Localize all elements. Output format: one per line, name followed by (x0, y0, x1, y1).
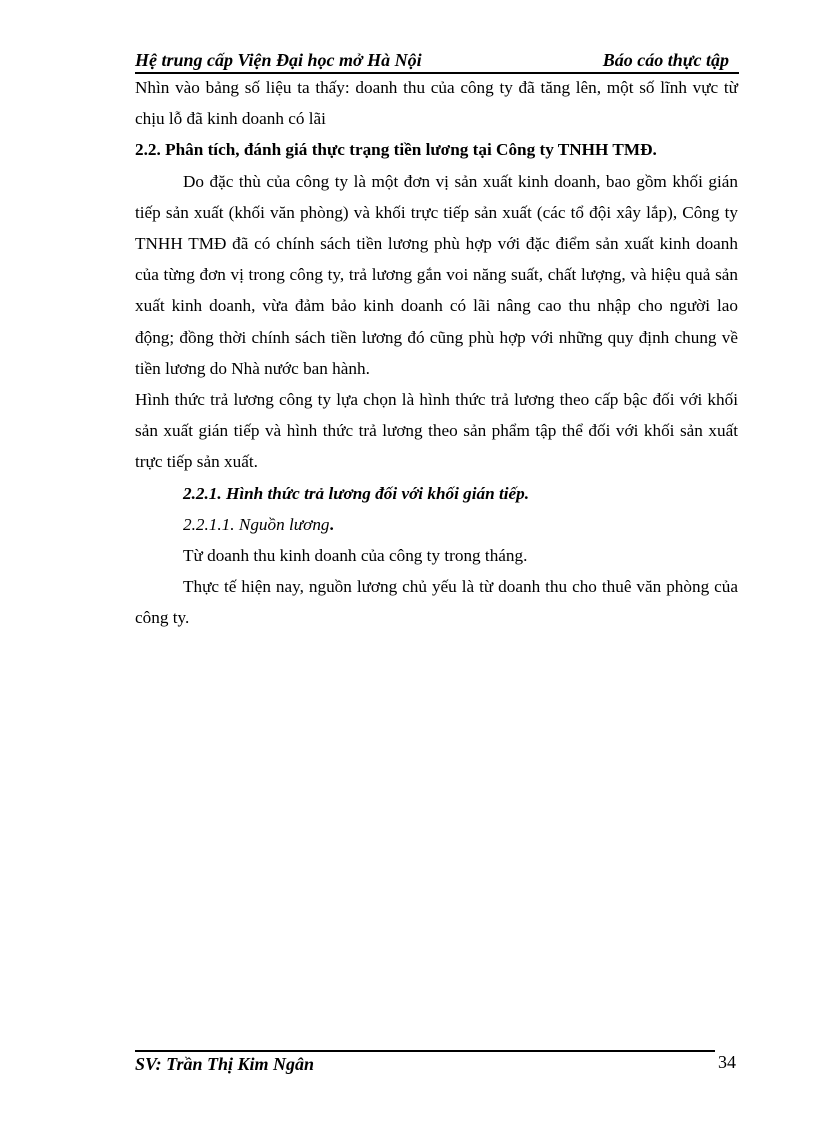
paragraph-salary-source: Từ doanh thu kinh doanh của công ty trong tháng. (183, 546, 528, 566)
footer-author: SV: Trần Thị Kim Ngân (135, 1054, 315, 1074)
paragraph-payment-forms: Hình thức trả lương công ty lựa chọn là hình thức trả lương theo cấp bậc đối với khối sản xuất gián tiếp và hình thức trả lương theo sản phẩm tập thể đối với khối sản xuất trực tiếp sản xuất. (135, 390, 738, 472)
page-number: 34 (718, 1052, 736, 1072)
footer-divider (135, 1050, 715, 1052)
subsection-heading: 2.2.1. Hình thức trả lương đối với khối gián tiếp. (183, 483, 530, 503)
subsubsection-heading (135, 509, 738, 540)
header-report-type: Báo cáo thực tập (602, 50, 729, 70)
subsubsection-heading-dot: . (329, 514, 334, 534)
section-heading: 2.2. Phân tích, đánh giá thực trạng tiền lương tại Công ty TNHH TMĐ. (135, 140, 657, 160)
paragraph-current-situation: Thực tế hiện nay, nguồn lương chủ yếu là từ doanh thu cho thuê văn phòng của công ty. (135, 577, 738, 628)
paragraph-revenue-summary: Nhìn vào bảng số liệu ta thấy: doanh thu của công ty đã tăng lên, một số lĩnh vực từ chịu lỗ đã kinh doanh có lãi (135, 78, 738, 129)
body-text (135, 72, 738, 634)
page-header (135, 48, 739, 74)
subsubsection-heading-text: 2.2.1.1. Nguồn lương (183, 514, 330, 534)
header-institution: Hệ trung cấp Viện Đại học mở Hà Nội (135, 50, 422, 70)
paragraph-company-policy: Do đặc thù của công ty là một đơn vị sản xuất kinh doanh, bao gồm khối gián tiếp sản xuất (khối văn phòng) và khối trực tiếp sản xuất (các tổ đội xây lắp), Công ty TNHH TMĐ đã có chính sách tiền lương phù hợp với đặc điểm sản xuất kinh doanh của từng đơn vị trong công ty, trả lương gắn voi năng suất, chất lượng, và hiệu quả sản xuất kinh doanh, vừa đảm bảo kinh doanh có lãi nâng cao thu nhập cho người lao động; đồng thời chính sách tiền lương đó cũng phù hợp với những quy định chung về tiền lương do Nhà nước ban hành. (135, 171, 738, 378)
